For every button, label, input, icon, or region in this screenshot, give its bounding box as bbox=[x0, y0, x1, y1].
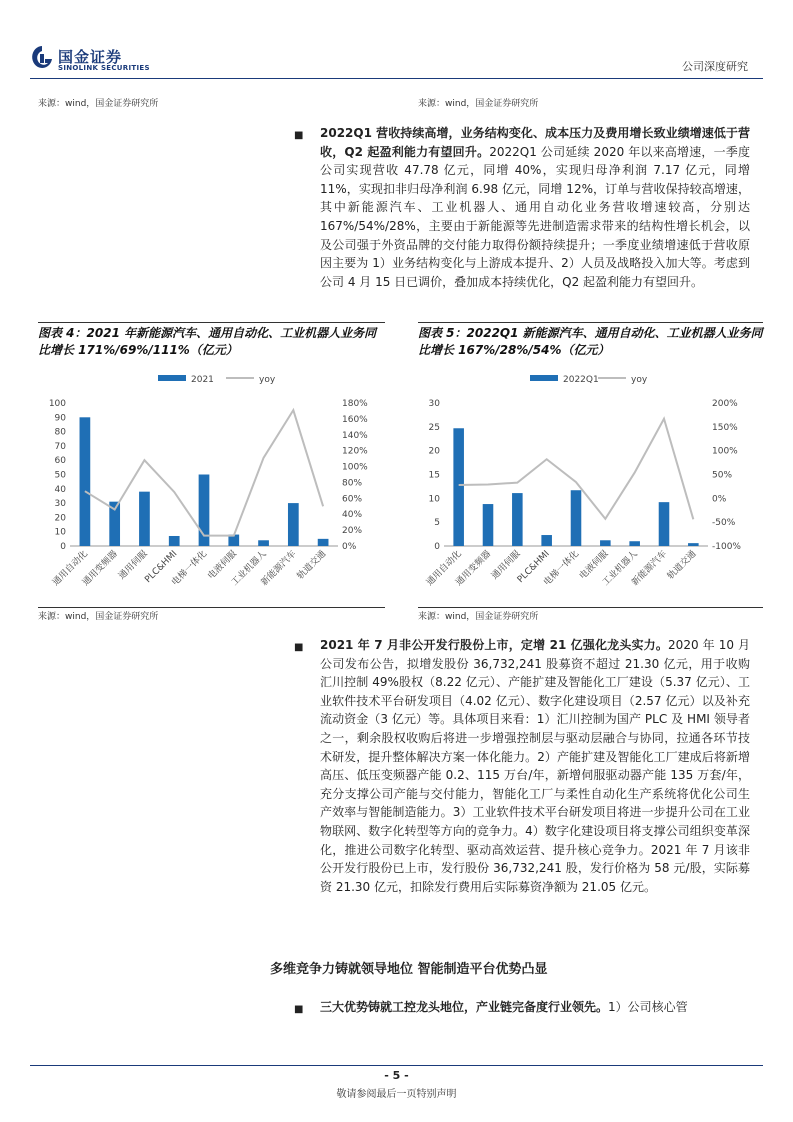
legend-label: yoy bbox=[631, 375, 648, 385]
y-tick-label: 0 bbox=[60, 542, 66, 552]
paragraph-lead: 三大优势铸就工控龙头地位，产业链完备度行业领先。 bbox=[320, 1000, 609, 1014]
figure-rule bbox=[38, 607, 385, 608]
y2-tick-label: 120% bbox=[342, 446, 368, 457]
x-tick-label: 电液伺服 bbox=[577, 549, 611, 582]
x-tick-label: 电梯一体化 bbox=[170, 549, 210, 588]
bar bbox=[688, 543, 699, 546]
y-tick-label: 5 bbox=[434, 518, 440, 529]
x-tick-label: 通用变频器 bbox=[454, 549, 494, 588]
x-tick-label: 通用变频器 bbox=[80, 549, 120, 588]
x-tick-label: 通用自动化 bbox=[51, 549, 91, 588]
y2-tick-label: 180% bbox=[342, 399, 368, 409]
source-note: 来源：wind，国金证券研究所 bbox=[418, 612, 539, 622]
legend-label: 2021 bbox=[191, 375, 214, 385]
x-tick-label: 通用伺服 bbox=[117, 549, 150, 582]
bar bbox=[571, 490, 582, 546]
y2-tick-label: 50% bbox=[712, 470, 733, 481]
logo-text-en: SINOLINK SECURITIES bbox=[58, 64, 150, 72]
x-tick-label: 电梯一体化 bbox=[542, 549, 582, 588]
x-tick-label: 电液伺服 bbox=[206, 549, 239, 582]
logo-icon bbox=[31, 45, 53, 71]
y-tick-label: 20 bbox=[428, 446, 440, 457]
figure-rule bbox=[38, 322, 385, 323]
source-note: 来源：wind，国金证券研究所 bbox=[38, 612, 159, 622]
y-tick-label: 80 bbox=[54, 427, 66, 438]
bar bbox=[318, 539, 329, 546]
y2-tick-label: 160% bbox=[342, 414, 368, 425]
y-tick-label: 15 bbox=[428, 470, 440, 481]
y-tick-label: 100 bbox=[48, 399, 66, 409]
legend-bar-swatch bbox=[530, 375, 558, 381]
paragraph-advantages bbox=[320, 998, 750, 1017]
y-tick-label: 70 bbox=[54, 441, 66, 452]
bar bbox=[512, 493, 523, 546]
y-tick-label: 50 bbox=[54, 470, 66, 481]
y2-tick-label: 60% bbox=[342, 494, 363, 505]
bullet-icon: ■ bbox=[294, 1004, 304, 1015]
y2-tick-label: 80% bbox=[342, 478, 363, 489]
bar bbox=[453, 428, 464, 546]
bullet-icon: ■ bbox=[294, 130, 304, 141]
x-tick-label: 工业机器人 bbox=[229, 549, 269, 588]
y2-tick-label: 100% bbox=[342, 462, 368, 473]
bar bbox=[139, 492, 150, 546]
y2-tick-label: -100% bbox=[712, 542, 741, 552]
y2-tick-label: 100% bbox=[712, 446, 738, 457]
paragraph-body: 1）公司核心管 bbox=[608, 1000, 688, 1014]
x-tick-label: PLC&HMI bbox=[515, 549, 552, 586]
figure-rule bbox=[418, 607, 763, 608]
bar bbox=[659, 502, 670, 546]
paragraph-placement bbox=[320, 636, 750, 896]
chart-figure-5 bbox=[418, 363, 763, 603]
y2-tick-label: -50% bbox=[712, 518, 736, 529]
y-tick-label: 60 bbox=[54, 456, 66, 467]
paragraph-lead: 2021 年 7 月非公开发行股份上市，定增 21 亿强化龙头实力。 bbox=[320, 638, 669, 652]
bar bbox=[258, 540, 269, 546]
y-tick-label: 10 bbox=[428, 494, 440, 505]
section-heading: 多维竞争力铸就领导地位 智能制造平台优势凸显 bbox=[270, 962, 548, 977]
logo-text-cn: 国金证券 bbox=[58, 48, 123, 66]
y-tick-label: 0 bbox=[434, 542, 440, 552]
legend-bar-swatch bbox=[158, 375, 186, 381]
y-tick-label: 40 bbox=[54, 484, 66, 495]
chart-figure-4 bbox=[38, 363, 388, 603]
y-tick-label: 30 bbox=[54, 499, 66, 510]
source-note: 来源：wind，国金证券研究所 bbox=[38, 99, 159, 109]
bar bbox=[483, 504, 494, 546]
y-tick-label: 90 bbox=[54, 413, 66, 424]
bar bbox=[169, 536, 180, 546]
paragraph-earnings bbox=[320, 124, 750, 291]
x-tick-label: 通用伺服 bbox=[489, 549, 523, 582]
legend-label: 2022Q1 bbox=[563, 375, 599, 385]
y2-tick-label: 20% bbox=[342, 526, 363, 537]
paragraph-lead: 2022Q1 营收持续高增，业务结构变化、成本压力及费用增长致业绩增速低于营收，Q2 起盈利能力有望回升。 bbox=[320, 126, 750, 159]
header-divider bbox=[30, 78, 763, 79]
paragraph-body: 2022Q1 公司延续 2020 年以来高增速，一季度公司实现营收 47.78 亿元，同增 40%，实现归母净利润 7.17 亿元，同增 11%，实现扣非归母净利润 6.98 亿元，同增 12%，订单与营收保持较高增速，其中新能源汽车、工业机器人、通用自动化业务营收增速较高，分别达 167%/54%/28%，主要由于新能源等先进制造需求带来的结构性增长机会，以及公司强于外资品牌的交付能力取得份额持续提升；一季度业绩增速低于营收原因主要为 1）业务结构变化与上游成本提升、2）人员及战略投入加大等。考虑到公司 4 月 15 日已调价，叠加成本持续优化，Q2 起盈利能力有望回升。 bbox=[320, 144, 750, 289]
x-tick-label: 轨道交通 bbox=[295, 549, 329, 582]
bar bbox=[80, 417, 91, 546]
x-tick-label: PLC&HMI bbox=[143, 549, 180, 586]
paragraph-body: 2020 年 10 月公司发布公告，拟增发股份 36,732,241 股募资不超过 21.30 亿元，用于收购汇川控制 49%股权（8.22 亿元）、产能扩建及智能化工厂建设（5.37 亿元）、工业软件技术平台研发项目（4.02 亿元）、数字化建设项目（2.57 亿元）以及补充流动资金（3 亿元）等。具体项目来看：1）汇川控制为国产 PLC 及 HMI 领导者之一，剩余股权收购后将进一步增强控制层与驱动层融合与协同，拉通各环节技术研发，提升整体解决方案一体化能力。2）产能扩建及智能化工厂建成后将新增高压、低压变频器产能 0.2、115 万台/年，新增伺服驱动器产能 135 万套/年，充分支撑公司产能与交付能力，智能化工厂与柔性自动化生产系统将优化公司生产效率与智能制造能力。3）工业软件技术平台研发项目将进一步提升公司在工业物联网、数字化转型等方向的竞争力。4）数字化建设项目将支撑公司组织变革深化，推进公司数字化转型、驱动高效运营、提升核心竞争力。2021 年 7 月该非公开发行股份已上市，发行股份 36,732,241 股，发行价格为 58 元/股，实际募资 21.30 亿元，扣除发行费用后实际募资净额为 21.05 亿元。 bbox=[320, 638, 750, 894]
y2-tick-label: 150% bbox=[712, 422, 738, 433]
disclaimer: 敬请参阅最后一页特别声明 bbox=[336, 1089, 457, 1100]
y2-tick-label: 140% bbox=[342, 430, 368, 441]
figure-rule bbox=[418, 322, 763, 323]
figure-5-title: 图表 5：2022Q1 新能源汽车、通用自动化、工业机器人业务同比增长 167%/28%/54%（亿元） bbox=[418, 326, 763, 357]
bar bbox=[541, 535, 552, 546]
source-note: 来源：wind，国金证券研究所 bbox=[418, 99, 539, 109]
y2-tick-label: 40% bbox=[342, 510, 363, 521]
y2-tick-label: 200% bbox=[712, 399, 738, 409]
x-tick-label: 通用自动化 bbox=[424, 549, 464, 588]
x-tick-label: 轨道交通 bbox=[665, 549, 699, 582]
y-tick-label: 30 bbox=[428, 399, 440, 409]
legend-label: yoy bbox=[259, 375, 276, 385]
y2-tick-label: 0% bbox=[712, 494, 727, 505]
footer-divider bbox=[30, 1065, 763, 1066]
y-tick-label: 25 bbox=[428, 422, 440, 433]
x-tick-label: 工业机器人 bbox=[600, 549, 640, 588]
figure-4-title: 图表 4：2021 年新能源汽车、通用自动化、工业机器人业务同比增长 171%/69%/111%（亿元） bbox=[38, 326, 377, 357]
y-tick-label: 20 bbox=[54, 513, 66, 524]
y-tick-label: 10 bbox=[54, 527, 66, 538]
report-type: 公司深度研究 bbox=[682, 60, 748, 73]
y2-tick-label: 0% bbox=[342, 542, 357, 552]
bar bbox=[600, 540, 611, 546]
bullet-icon: ■ bbox=[294, 642, 304, 653]
bar bbox=[288, 503, 299, 546]
x-tick-label: 新能源汽车 bbox=[259, 549, 299, 588]
bar bbox=[629, 541, 640, 546]
page-number: - 5 - bbox=[384, 1069, 409, 1082]
x-tick-label: 新能源汽车 bbox=[630, 549, 670, 588]
